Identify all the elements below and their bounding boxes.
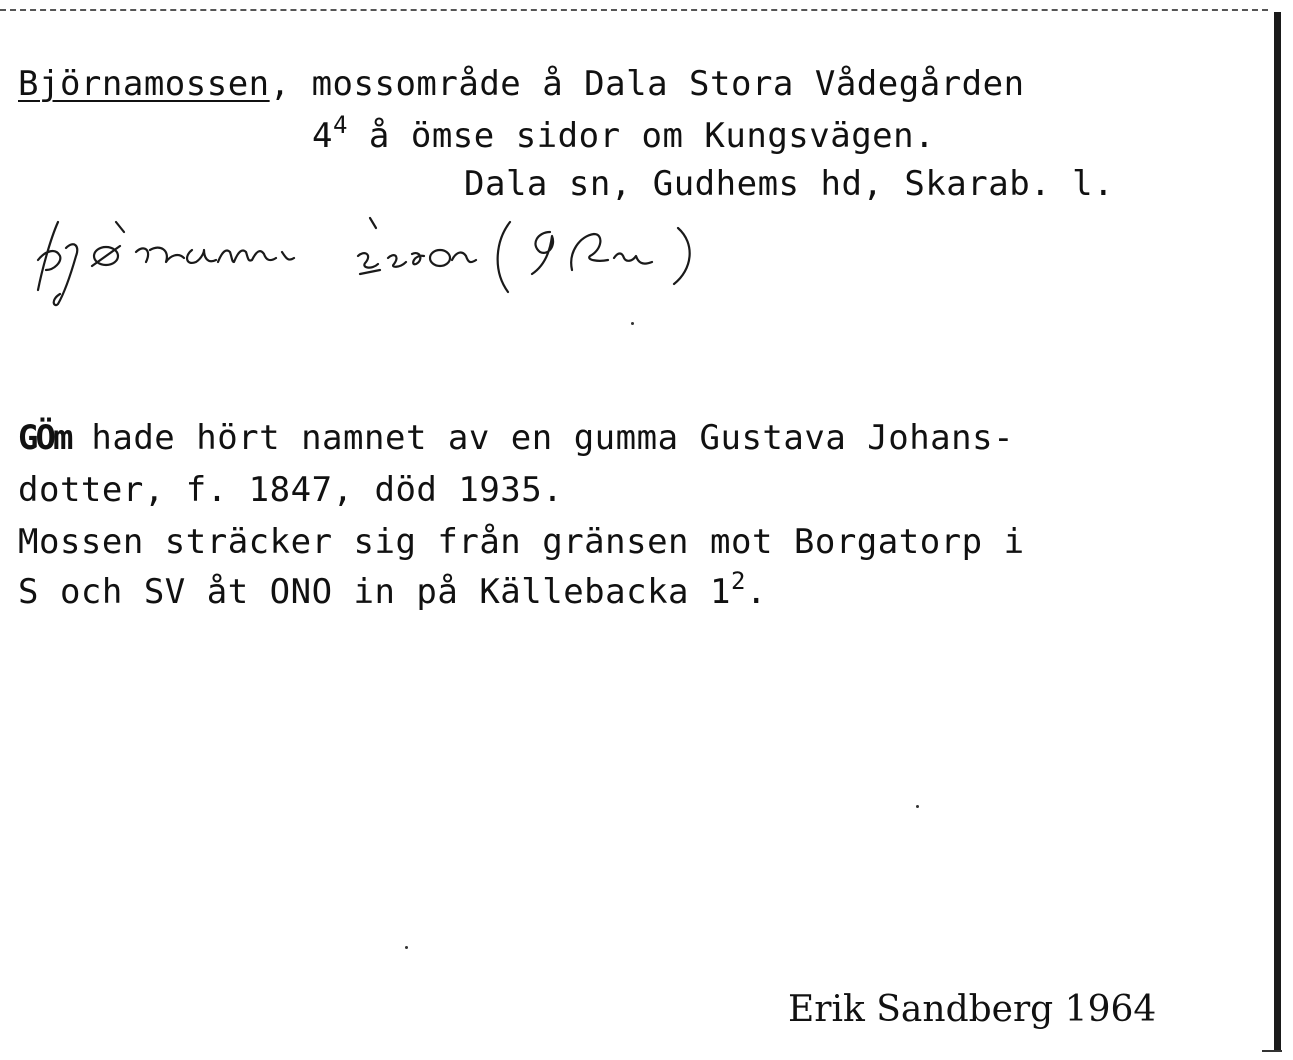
header-line-2 [312, 111, 936, 156]
handwritten-dialect-form [20, 200, 700, 310]
collector-signature: Erik Sandberg 1964 [788, 989, 1157, 1030]
scan-top-edge [0, 9, 1268, 11]
body-line-1-text: hade hört namnet av en gumma Gustava Johans- [70, 418, 1015, 458]
body-line-4-text: S och SV åt ONO in på Källebacka 1 [18, 572, 731, 612]
body-line-4-end: . [745, 572, 767, 612]
headword: Björnamossen [18, 64, 270, 104]
scan-bottom-mark [1262, 1050, 1282, 1052]
body-line-2: dotter, f. 1847, död 1935. [18, 470, 564, 510]
scan-speck [405, 946, 408, 949]
informant-abbreviation: GÖm [18, 418, 71, 458]
body-line-4 [18, 567, 767, 612]
scan-speck [916, 805, 919, 808]
body-line-1 [18, 418, 1014, 458]
scan-right-edge [1274, 12, 1281, 1052]
parcel-number: 4 [312, 116, 333, 156]
header-line-1-text: , mossområde å Dala Stora Vådegården [269, 64, 1025, 104]
parcel-superscript: 4 [332, 111, 348, 139]
header-line-3: Dala sn, Gudhems hd, Skarab. l. [464, 164, 1115, 204]
parcel-superscript: 2 [730, 567, 746, 595]
header-line-2-text: å ömse sidor om Kungsvägen. [347, 116, 936, 156]
header-line-1 [18, 64, 1025, 104]
scan-speck [631, 322, 634, 325]
body-line-3: Mossen sträcker sig från gränsen mot Borgatorp i [18, 522, 1025, 562]
